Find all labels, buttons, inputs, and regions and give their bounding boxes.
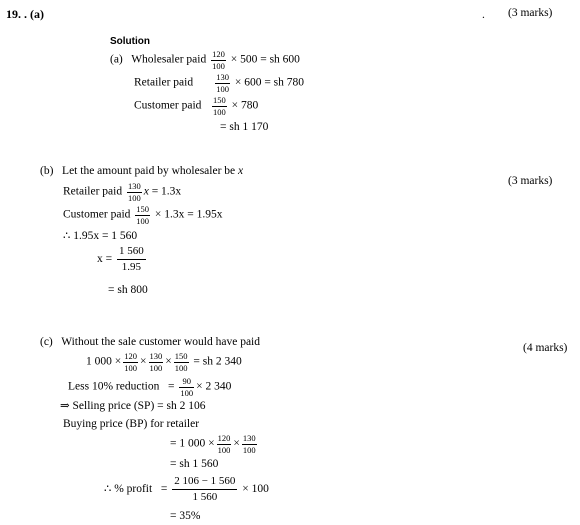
b-customer-label: Customer paid [63,208,131,221]
c-line-profit-result: = 35% [170,510,201,522]
b-line-solve [97,246,148,273]
c-label: (c) [40,336,53,348]
c-line-full-price: 1 000 × $\frac{120}{100}$ × $\frac{130}{100}$ × $\frac{150}{100}$ = sh 2 340 [86,351,242,373]
c-l2-eq: = [167,380,175,393]
b-line-customer [63,205,223,225]
question-number: 19. . (a) [6,7,44,21]
c-l1-start: 1 000 × [86,355,122,368]
c-fraction-90-100: $\frac{90}{100}$ [180,376,194,398]
a-label: (a) [110,53,123,66]
retailer-result: × 600 = sh 780 [234,76,305,89]
wholesaler-result: × 500 = sh 600 [230,53,300,66]
c-l2-end: × 2 340 [196,380,232,393]
solution-heading-text: Solution [110,36,150,47]
c-l7-eq: = [160,483,168,496]
b-variable: x [238,165,244,177]
customer-result: × 780 [231,99,259,112]
b-retailer-result: = 1.3x [151,185,182,198]
c-line-profit [104,476,269,503]
c-line-selling-price: ⇒ Selling price (SP) = sh 2 106 [60,400,206,412]
c-profit-fraction: $\frac{2 106 - 1 560}{1 560}$ [174,475,236,503]
c-l7-label: ∴ % profit [104,483,153,496]
fraction-120-100: $\frac{120}{100}$ [212,49,225,71]
marks-c: (4 marks) [523,342,568,354]
b-x: x [143,185,149,198]
c-fraction-150-100: $\frac{150}{100}$ [174,351,188,373]
a-line-customer [134,96,258,116]
solution-heading [110,36,150,47]
b-x-equals: x = [97,253,113,266]
stray-dot: . [482,9,485,21]
c-bp-fraction-130-100: $\frac{130}{100}$ [242,433,256,455]
c-line-buying-price-calc: = 1 000 × $\frac{120}{100}$ × $\frac{130}{100}$ [170,433,256,455]
fraction-130-100: $\frac{130}{100}$ [216,72,229,94]
b-fraction-150-100: $\frac{150}{100}$ [136,204,150,226]
b-label: (b) [40,165,54,177]
b-result: = sh 800 [108,284,148,296]
c-l7-end: × 100 [242,483,269,496]
c-bp-fraction-120-100: $\frac{120}{100}$ [217,433,231,455]
c-intro-text: Without the sale customer would have paid [61,336,261,348]
b-customer-result: × 1.3x = 1.95x [154,208,223,221]
a-total: = sh 1 170 [220,121,269,133]
c-line-buying-price-result: = sh 1 560 [170,458,219,470]
c-l5-start: = 1 000 × [170,437,215,450]
c-l2-label: Less 10% reduction [68,380,160,393]
b-fraction-1560-195: $\frac{1 560}{1.95}$ [119,245,144,273]
c-fraction-130-100: $\frac{130}{100}$ [149,351,163,373]
wholesaler-label: Wholesaler paid [131,53,207,66]
retailer-label: Retailer paid [134,76,194,89]
c-intro [40,337,260,349]
b-fraction-130-100: $\frac{130}{100}$ [127,181,141,203]
b-line-equation: ∴ 1.95x = 1 560 [63,230,138,242]
c-fraction-120-100: $\frac{120}{100}$ [124,351,137,373]
b-intro [40,166,243,178]
marks-b: (3 marks) [508,175,553,187]
c-l1-end: = sh 2 340 [193,355,242,368]
c-line-buying-price-label: Buying price (BP) for retailer [63,418,200,430]
b-line-retailer [63,182,181,202]
marks-a: (3 marks) [508,7,553,19]
b-retailer-label: Retailer paid [63,185,123,198]
c-line-reduction [68,377,231,397]
customer-label: Customer paid [134,99,202,112]
a-line-wholesaler [110,50,300,70]
a-line-retailer [134,73,304,93]
fraction-150-100: $\frac{150}{100}$ [213,95,226,117]
b-intro-text: Let the amount paid by wholesaler be [62,165,236,177]
